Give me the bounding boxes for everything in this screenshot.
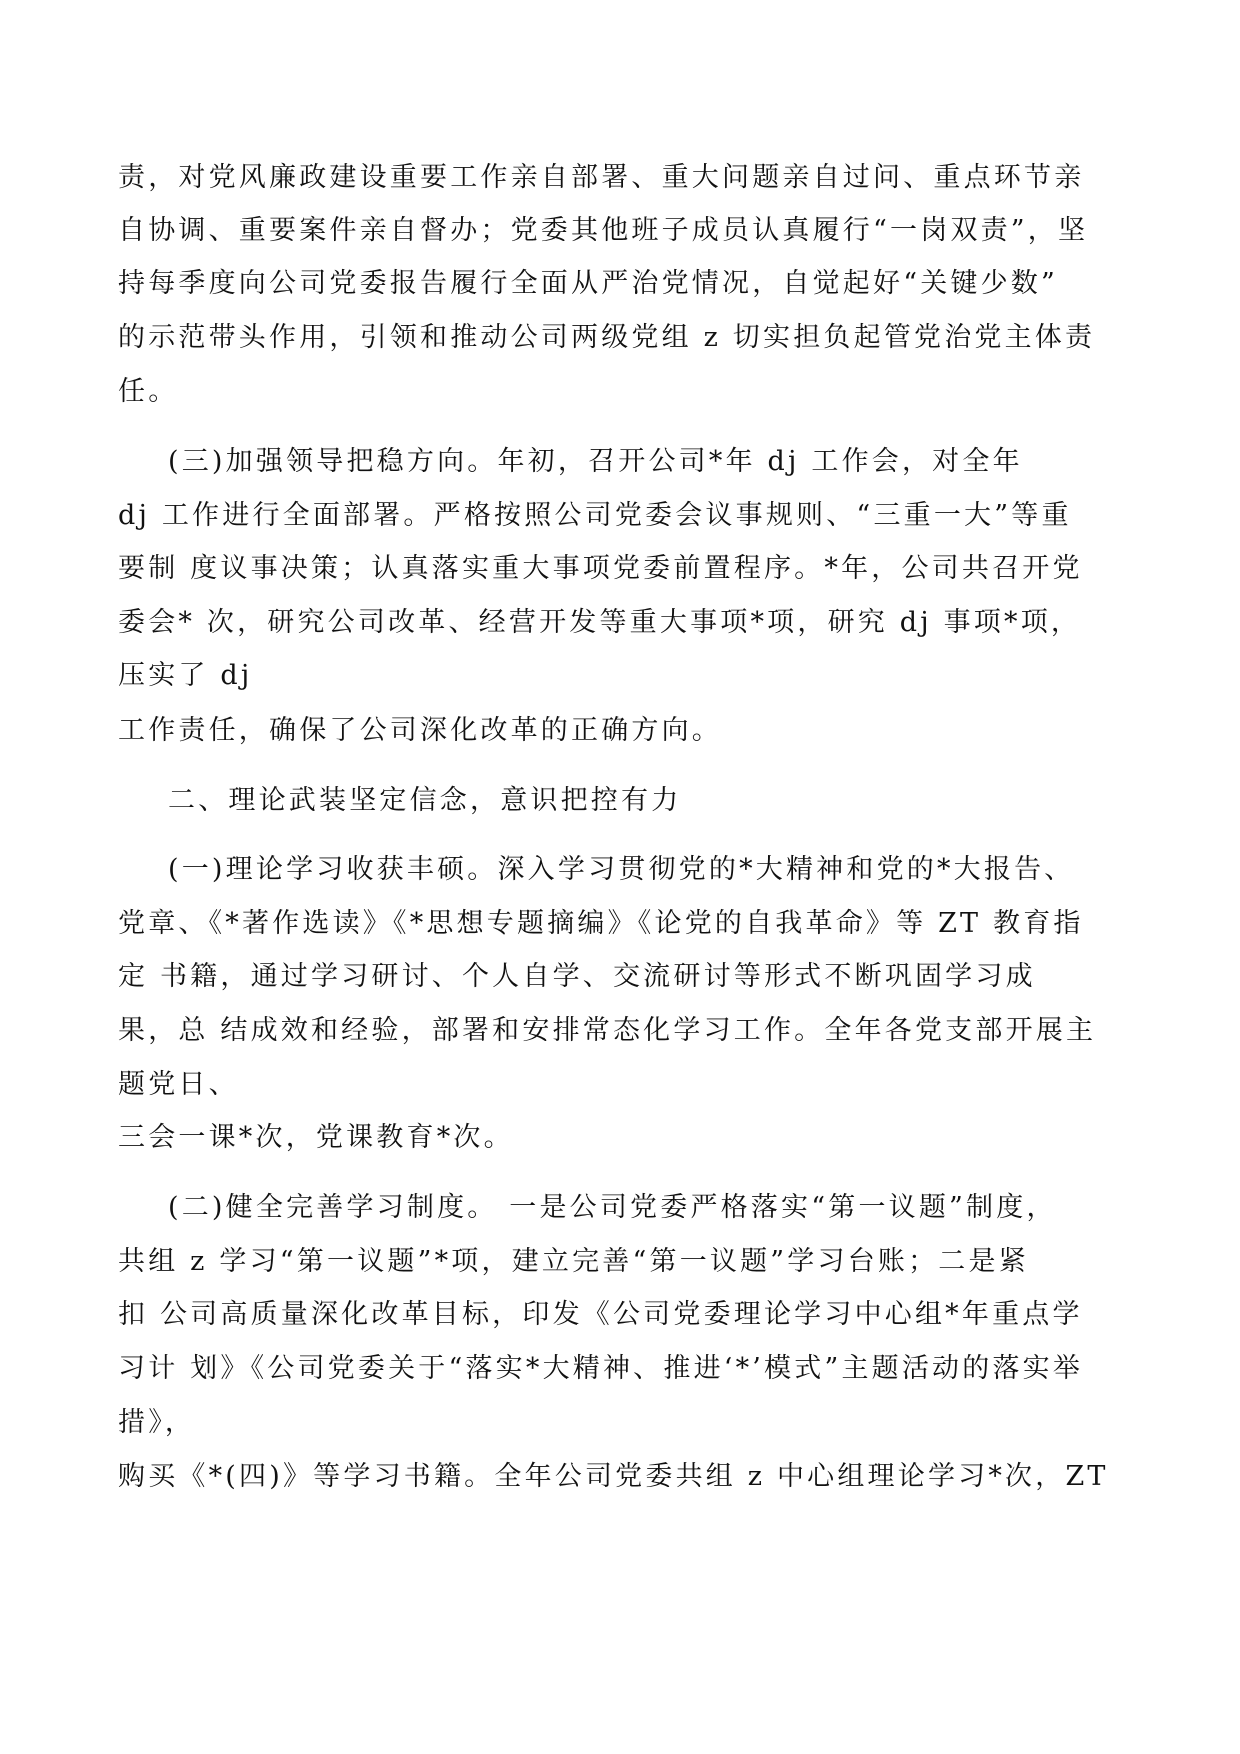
text-line: dj 工作进行全面部署。严格按照公司党委会议事规则、“三重一大”等重 (118, 500, 1072, 531)
text-line: 压实了 dj (118, 660, 253, 691)
text-line: 自协调、重要案件亲自督办；党委其他班子成员认真履行“一岗双责”，坚 (118, 215, 1089, 246)
text-line: 购买《*(四)》等学习书籍。全年公司党委共组 z 中心组理论学习*次，ZT (118, 1461, 1109, 1492)
text-line: 工作责任，确保了公司深化改革的正确方向。 (118, 715, 722, 746)
text-line: 措》， (118, 1407, 196, 1438)
section-heading: 二、理论武装坚定信念，意识把控有力 (168, 785, 682, 816)
text-line: 党章、《*著作选读》《*思想专题摘编》《论党的自我革命》等 ZT 教育指 (118, 908, 1084, 939)
text-line: 任。 (118, 376, 179, 407)
text-line: 要制 度议事决策；认真落实重大事项党委前置程序。*年，公司共召开党 (118, 553, 1083, 584)
text-line: 持每季度向公司党委报告履行全面从严治党情况，自觉起好“关键少数” (118, 268, 1059, 299)
text-line: (二)健全完善学习制度。 一是公司党委严格落实“第一议题”制度， (168, 1192, 1057, 1223)
text-line: 的示范带头作用，引领和推动公司两级党组 z 切实担负起管党治党主体责 (118, 322, 1096, 353)
text-line: 责，对党风廉政建设重要工作亲自部署、重大问题亲自过问、重点环节亲 (118, 162, 1085, 193)
text-line: 委会* 次，研究公司改革、经营开发等重大事项*项，研究 dj 事项*项， (118, 607, 1082, 638)
text-line: 三会一课*次，党课教育*次。 (118, 1122, 514, 1153)
text-line: 扣 公司高质量深化改革目标，印发《公司党委理论学习中心组*年重点学 (118, 1299, 1083, 1330)
text-line: 题党日、 (118, 1069, 239, 1100)
text-line: (一)理论学习收获丰硕。深入学习贯彻党的*大精神和党的*大报告、 (168, 854, 1075, 885)
text-line: 习计 划》《公司党委关于“落实*大精神、推进‘*’模式”主题活动的落实举 (118, 1353, 1084, 1384)
text-line: (三)加强领导把稳方向。年初，召开公司*年 dj 工作会，对全年 (168, 446, 1023, 477)
text-line: 定 书籍，通过学习研讨、个人自学、交流研讨等形式不断巩固学习成 (118, 961, 1036, 992)
text-line: 共组 z 学习“第一议题”*项，建立完善“第一议题”学习台账；二是紧 (118, 1246, 1029, 1277)
text-line: 果，总 结成效和经验，部署和安排常态化学习工作。全年各党支部开展主 (118, 1015, 1097, 1046)
